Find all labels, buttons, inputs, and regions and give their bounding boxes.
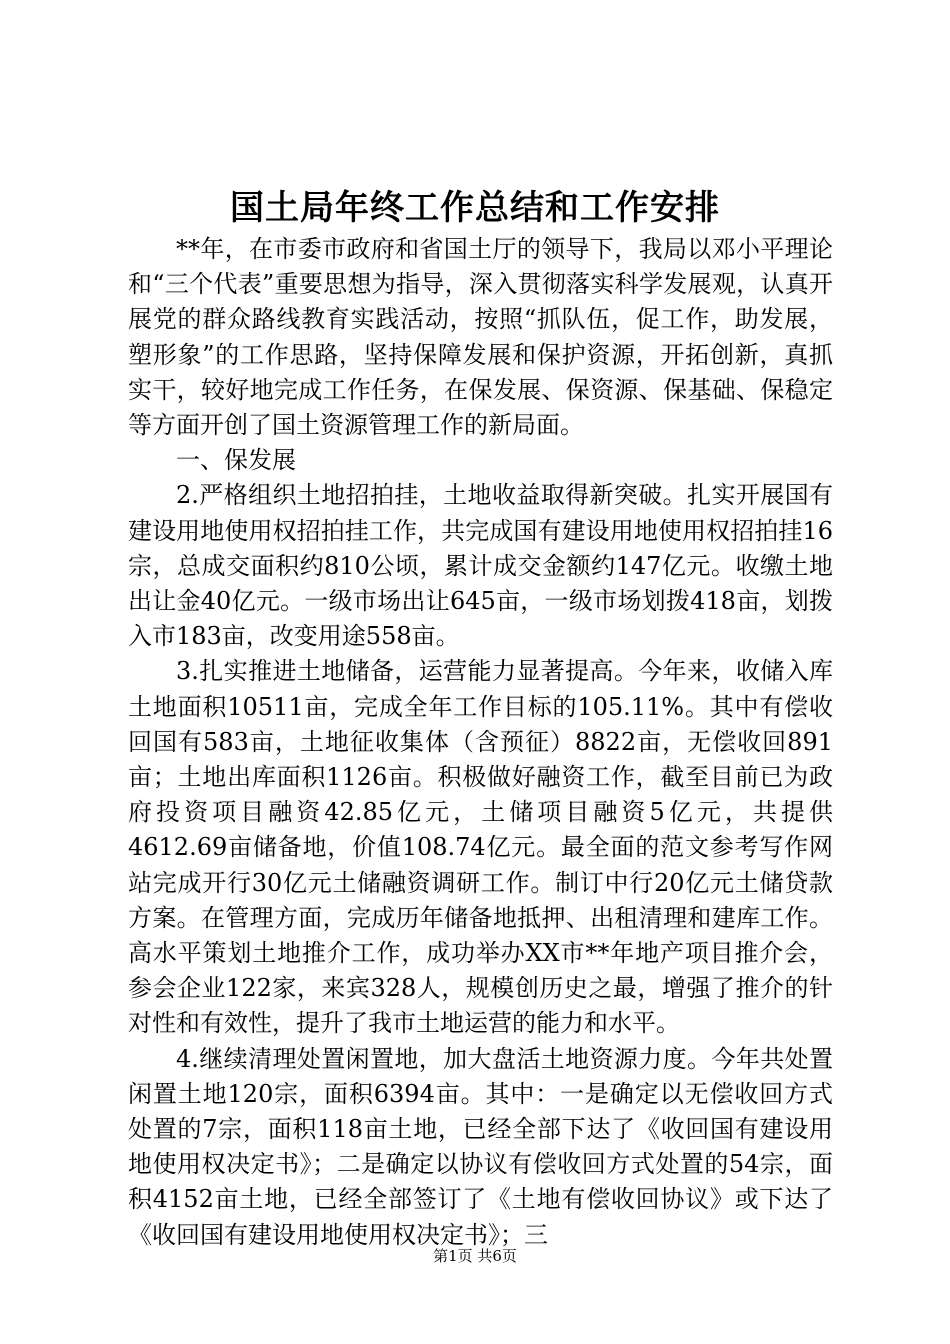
document-body [128,232,833,1253]
paragraph-item-2: 2.严格组织土地招拍挂，土地收益取得新突破。扎实开展国有建设用地使用权招拍挂工作，共完成国有建设用地使用权招拍挂16宗，总成交面积约810公顷，累计成交金额约147亿元。收缴土地出让金40亿元。一级市场出让645亩，一级市场划拨418亩，划拨入市183亩，改变用途558亩。 [128,481,833,651]
paragraph-item-3: 3.扎实推进土地储备，运营能力显著提高。今年来，收储入库土地面积10511亩，完成全年工作目标的105.11%。其中有偿收回国有583亩，土地征收集体（含预征）8822亩，无偿收回891亩；土地出库面积1126亩。积极做好融资工作，截至目前已为政府投资项目融资42.85亿元，土储项目融资5亿元，共提供4612.69亩储备地，价值108.74亿元。最全面的范文参考写作网站完成开行30亿元土储融资调研工作。制订中行20亿元土储贷款方案。在管理方面，完成历年储备地抵押、出租清理和建库工作。高水平策划土地推介工作，成功举办XX市**年地产项目推介会，参会企业122家，来宾328人，规模创历史之最，增强了推介的针对性和有效性，提升了我市土地运营的能力和水平。 [128,657,833,1038]
paragraph-item-4: 4.继续清理处置闲置地，加大盘活土地资源力度。今年共处置闲置土地120宗，面积6394亩。其中：一是确定以无偿收回方式处置的7宗，面积118亩土地，已经全部下达了《收回国有建设用地使用权决定书》；二是确定以协议有偿收回方式处置的54宗，面积4152亩土地，已经全部签订了《土地有偿收回协议》或下达了《收回国有建设用地使用权决定书》；三 [128,1044,833,1249]
document-title: 国土局年终工作总结和工作安排 [230,188,720,228]
paragraph-intro: **年，在市委市政府和省国土厅的领导下，我局以邓小平理论和“三个代表”重要思想为指导，深入贯彻落实科学发展观，认真开展党的群众路线教育实践活动，按照“抓队伍，促工作，助发展，塑形象”的工作思路，坚持保障发展和保护资源，开拓创新，真抓实干，较好地完成工作任务，在保发展、保资源、保基础、保稳定等方面开创了国土资源管理工作的新局面。 [128,235,833,440]
section-heading: 一、保发展 [176,446,296,475]
page-footer: 第1页 共6页 [433,1247,517,1265]
